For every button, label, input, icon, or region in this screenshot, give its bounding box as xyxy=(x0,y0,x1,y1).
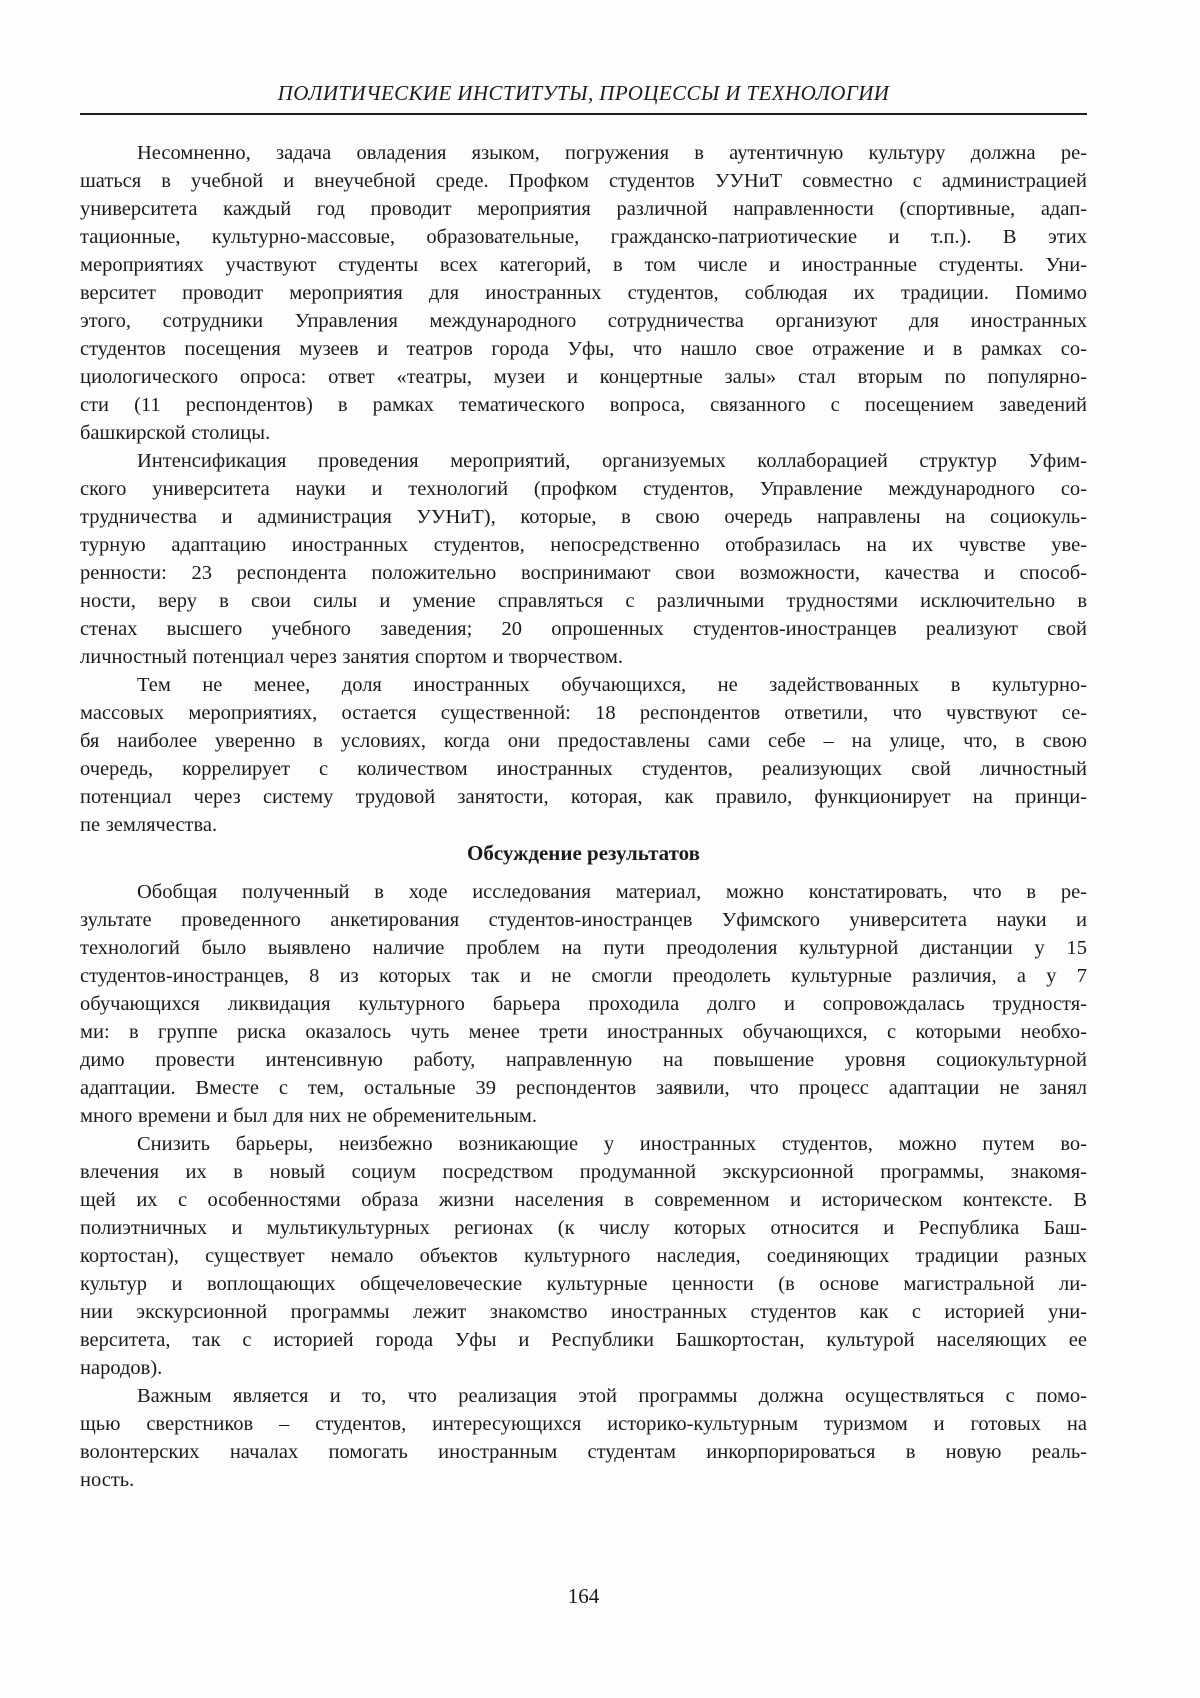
text-line: ренности: 23 респондента положительно воспринимают свои возможности, качества и способ- xyxy=(80,562,1087,584)
paragraph xyxy=(80,139,1087,447)
section-heading: Обсуждение результатов xyxy=(467,841,700,865)
text-line: турную адаптацию иностранных студентов, непосредственно отобразилась на их чувстве уве- xyxy=(80,534,1087,556)
text-line: Снизить барьеры, неизбежно возникающие у иностранных студентов, можно путем во- xyxy=(137,1133,1087,1155)
text-line: много времени и был для них не обременительным. xyxy=(80,1105,538,1127)
text-line: массовых мероприятиях, остается существенной: 18 респондентов ответили, что чувствуют се- xyxy=(80,702,1087,724)
text-line: Тем не менее, доля иностранных обучающихся, не задействованных в культурно- xyxy=(137,674,1087,696)
text-line: тационные, культурно-массовые, образовательные, гражданско-патриотические и т.п.). В этих xyxy=(80,226,1087,248)
text-line: щей их с особенностями образа жизни населения в современном и историческом контексте. В xyxy=(80,1189,1087,1211)
text-line: народов). xyxy=(80,1357,163,1379)
text-line: верситет проводит мероприятия для иностранных студентов, соблюдая их традиции. Помимо xyxy=(80,282,1087,304)
text-line: сти (11 респондентов) в рамках тематического вопроса, связанного с посещением заведений xyxy=(80,394,1087,416)
text-line: этого, сотрудники Управления международного сотрудничества организуют для иностранных xyxy=(80,310,1087,332)
text-line: димо провести интенсивную работу, направленную на повышение уровня социокультурной xyxy=(80,1049,1087,1071)
text-line: башкирской столицы. xyxy=(80,422,271,444)
text-line: студентов-иностранцев, 8 из которых так и не смогли преодолеть культурные различия, а у 7 xyxy=(80,965,1087,987)
page-number: 164 xyxy=(567,1584,600,1608)
text-line: волонтерских началах помогать иностранным студентам инкорпорироваться в новую реаль- xyxy=(80,1441,1087,1463)
text-line: щью сверстников – студентов, интересующихся историко-культурным туризмом и готовых на xyxy=(80,1413,1087,1435)
text-line: стенах высшего учебного заведения; 20 опрошенных студентов-иностранцев реализуют свой xyxy=(80,618,1087,640)
text-line: влечения их в новый социум посредством продуманной экскурсионной программы, знакомя- xyxy=(80,1161,1087,1183)
running-head: ПОЛИТИЧЕСКИЕ ИНСТИТУТЫ, ПРОЦЕССЫ И ТЕХНОЛОГИИ xyxy=(277,81,890,105)
text-line: Несомненно, задача овладения языком, погружения в аутентичную культуру должна ре- xyxy=(137,142,1087,164)
text-line: студентов посещения музеев и театров города Уфы, что нашло свое отражение и в рамках со- xyxy=(80,338,1087,360)
text-line: трудничества и администрация УУНиТ), которые, в свою очередь направлены на социокуль- xyxy=(80,506,1087,528)
text-line: обучающихся ликвидация культурного барьера проходила долго и сопровождалась трудностя- xyxy=(80,993,1087,1015)
text-line: пе землячества. xyxy=(80,814,218,836)
paragraph xyxy=(80,1130,1087,1382)
paragraph xyxy=(80,447,1087,671)
text-line: полиэтничных и мультикультурных регионах (к числу которых относится и Республика Баш- xyxy=(80,1217,1087,1239)
text-line: ности, веру в свои силы и умение справляться с различными трудностями исключительно в xyxy=(80,590,1087,612)
text-line: верситета, так с историей города Уфы и Республики Башкортостан, культурой населяющих ее xyxy=(80,1329,1087,1351)
text-line: шаться в учебной и внеучебной среде. Профком студентов УУНиТ совместно с администрацией xyxy=(80,170,1087,192)
text-line: мероприятиях участвуют студенты всех категорий, в том числе и иностранные студенты. Уни- xyxy=(80,254,1087,276)
text-line: циологического опроса: ответ «театры, музеи и концертные залы» стал вторым по популярно- xyxy=(80,366,1087,388)
page-footer xyxy=(80,1582,1087,1610)
text-line: Важным является и то, что реализация этой программы должна осуществляться с помо- xyxy=(137,1385,1087,1407)
text-line: культур и воплощающих общечеловеческие культурные ценности (в основе магистральной ли- xyxy=(80,1273,1087,1295)
text-line: очередь, коррелирует с количеством иностранных студентов, реализующих свой личностный xyxy=(80,758,1087,780)
paragraph xyxy=(80,671,1087,839)
article-body xyxy=(80,139,1087,1494)
text-line: ми: в группе риска оказалось чуть менее трети иностранных обучающихся, с которыми необхо- xyxy=(80,1021,1087,1043)
page-header xyxy=(80,80,1087,115)
text-line: личностный потенциал через занятия спортом и творчеством. xyxy=(80,646,624,668)
text-line: ность. xyxy=(80,1469,135,1491)
text-line: зультате проведенного анкетирования студентов-иностранцев Уфимского университета науки и xyxy=(80,909,1087,931)
text-line: потенциал через систему трудовой занятости, которая, как правило, функционирует на принци- xyxy=(80,786,1087,808)
text-line: кортостан), существует немало объектов культурного наследия, соединяющих традиции разных xyxy=(80,1245,1087,1267)
text-line: Интенсификация проведения мероприятий, организуемых коллаборацией структур Уфим- xyxy=(137,450,1087,472)
text-line: Обобщая полученный в ходе исследования материал, можно констатировать, что в ре- xyxy=(137,881,1087,903)
text-line: нии экскурсионной программы лежит знакомство иностранных студентов как с историей уни- xyxy=(80,1301,1087,1323)
text-line: ского университета науки и технологий (профком студентов, Управление международного со- xyxy=(80,478,1087,500)
paragraph xyxy=(80,1382,1087,1494)
text-line: адаптации. Вместе с тем, остальные 39 респондентов заявили, что процесс адаптации не занял xyxy=(80,1077,1087,1099)
text-line: университета каждый год проводит мероприятия различной направленности (спортивные, адап- xyxy=(80,198,1087,220)
text-line: бя наиболее уверенно в условиях, когда они предоставлены сами себе – на улице, что, в свою xyxy=(80,730,1087,752)
text-line: технологий было выявлено наличие проблем на пути преодоления культурной дистанции у 15 xyxy=(80,937,1087,959)
paragraph xyxy=(80,878,1087,1130)
